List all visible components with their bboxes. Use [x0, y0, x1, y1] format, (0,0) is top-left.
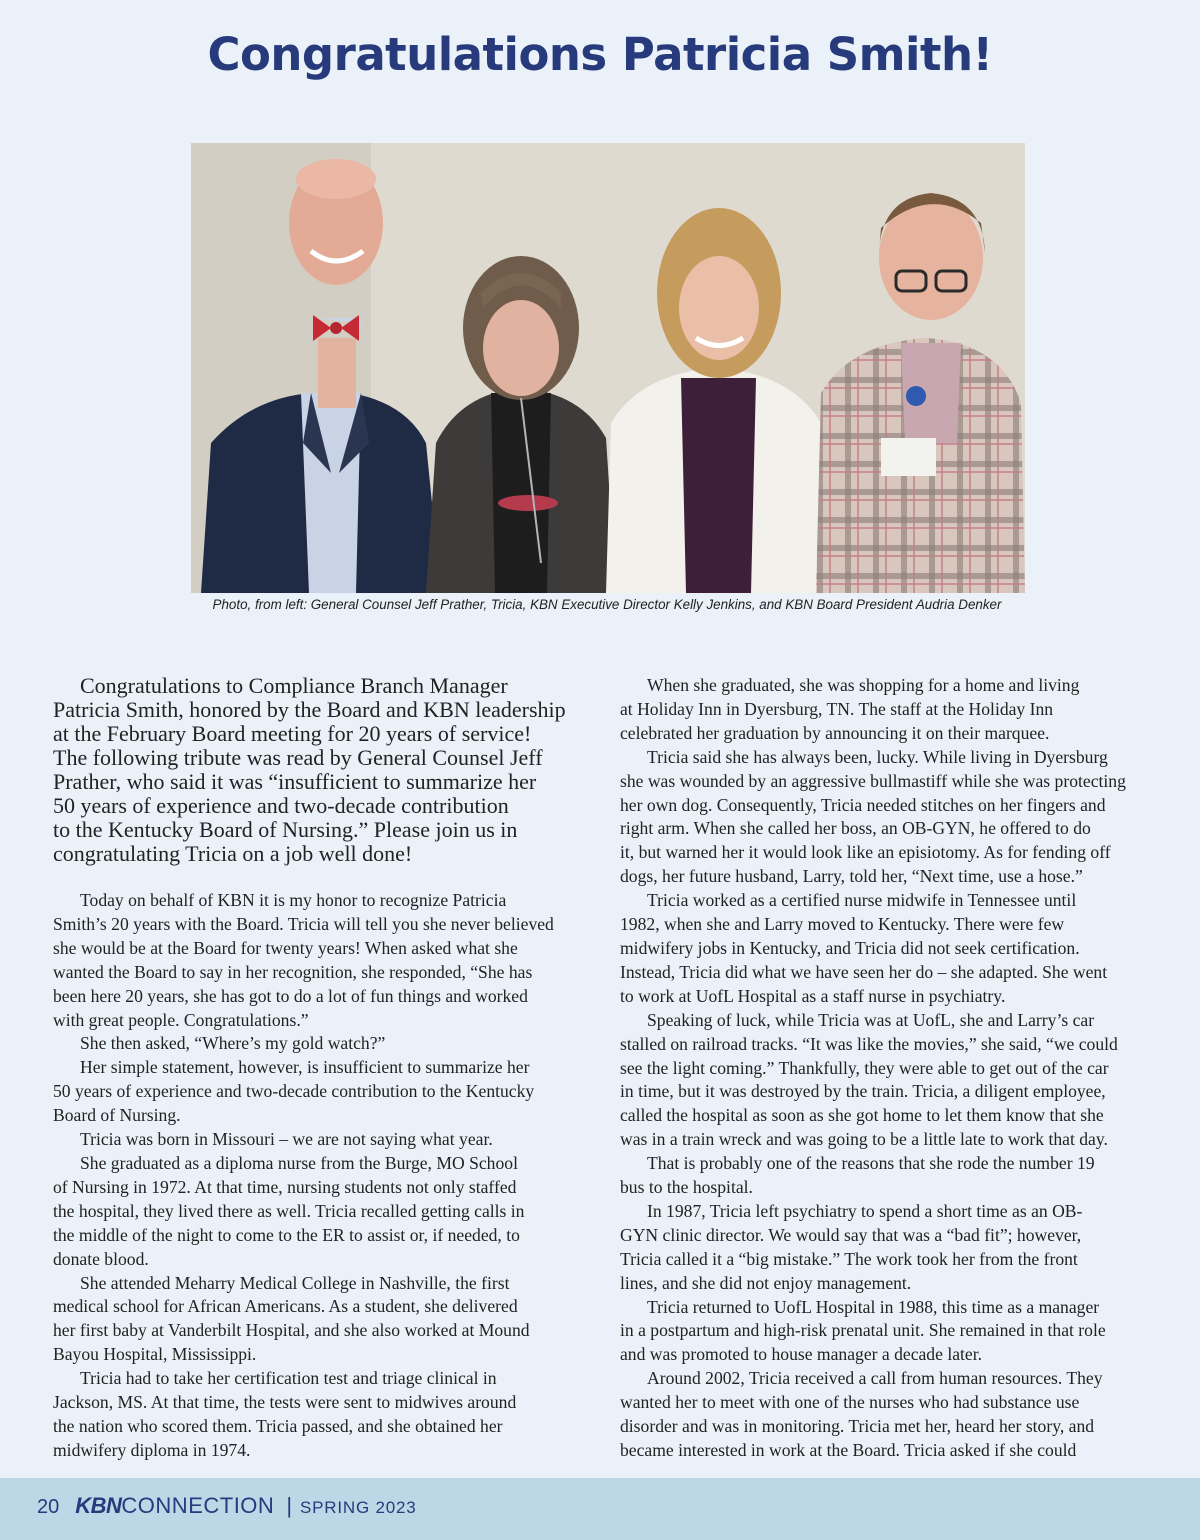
text-line: She graduated as a diploma nurse from the Burge, MO School — [80, 1152, 518, 1173]
text-line: Speaking of luck, while Tricia was at UofL, she and Larry’s car — [647, 1009, 1095, 1030]
text-line: her own dog. Consequently, Tricia needed stitches on her fingers and — [620, 794, 1106, 815]
paragraph — [53, 1032, 601, 1056]
page-title: Congratulations Patricia Smith! — [207, 28, 993, 81]
text-line: the hospital, they lived there as well. Tricia recalled getting calls in — [53, 1200, 525, 1221]
intro-lead — [53, 674, 601, 866]
text-line: wanted her to meet with one of the nurses who had substance use — [620, 1392, 1080, 1413]
lead-line: to the Kentucky Board of Nursing.” Please join us in — [53, 817, 518, 842]
text-line: Tricia said she has always been, lucky. While living in Dyersburg — [647, 746, 1108, 767]
text-line: called the hospital as soon as she got home to let them know that she — [620, 1105, 1104, 1126]
paragraph — [53, 1272, 601, 1368]
page-footer — [0, 1478, 1200, 1540]
lead-line: Congratulations to Compliance Branch Manager — [80, 673, 508, 698]
text-line: Bayou Hospital, Mississippi. — [53, 1344, 257, 1365]
text-line: midwifery diploma in 1974. — [53, 1439, 251, 1460]
text-line: with great people. Congratulations.” — [53, 1009, 309, 1030]
text-line: Jackson, MS. At that time, the tests were sent to midwives around — [53, 1392, 517, 1413]
text-line: stalled on railroad tracks. “It was like the movies,” she said, “we could — [620, 1033, 1118, 1054]
text-line: Smith’s 20 years with the Board. Tricia will tell you she never believed — [53, 913, 554, 934]
text-line: 50 years of experience and two-decade contribution to the Kentucky — [53, 1081, 535, 1102]
text-line: the nation who scored them. Tricia passed, and she obtained her — [53, 1415, 503, 1436]
lead-line: 50 years of experience and two-decade contribution — [53, 793, 509, 818]
text-line: She then asked, “Where’s my gold watch?” — [80, 1033, 386, 1054]
paragraph — [620, 746, 1165, 889]
text-line: and was promoted to house manager a decade later. — [620, 1344, 982, 1365]
paragraph — [620, 1152, 1165, 1200]
page-number: 20 — [37, 1496, 60, 1518]
text-line: Board of Nursing. — [53, 1105, 181, 1126]
group-photo — [191, 143, 1025, 593]
text-line: donate blood. — [53, 1248, 149, 1269]
text-line: dogs, her future husband, Larry, told her, “Next time, use a hose.” — [620, 866, 1083, 887]
paragraph — [53, 1128, 601, 1152]
text-line: bus to the hospital. — [620, 1177, 753, 1198]
text-line: her first baby at Vanderbilt Hospital, and she also worked at Mound — [53, 1320, 530, 1341]
text-line: wanted the Board to say in her recognition, she responded, “She has — [53, 961, 533, 982]
text-line: in time, but it was destroyed by the train. Tricia, a diligent employee, — [620, 1081, 1106, 1102]
brand-kbn: KBN — [75, 1493, 122, 1518]
text-line: Tricia had to take her certification test and triage clinical in — [80, 1368, 497, 1389]
paragraph — [620, 674, 1165, 746]
lead-line: Prather, who said it was “insufficient to summarize her — [53, 769, 537, 794]
text-line: Tricia called it a “big mistake.” The work took her from the front — [620, 1248, 1078, 1269]
text-line: at Holiday Inn in Dyersburg, TN. The staff at the Holiday Inn — [620, 698, 1054, 719]
text-line: it, but warned her it would look like an episiotomy. As for fending off — [620, 842, 1111, 863]
paragraph — [53, 1056, 601, 1128]
right-column — [620, 674, 1165, 1463]
text-line: In 1987, Tricia left psychiatry to spend a short time as an OB- — [647, 1200, 1083, 1221]
text-line: 1982, when she and Larry moved to Kentucky. There were few — [620, 914, 1065, 935]
issue-label: SPRING 2023 — [300, 1498, 417, 1517]
footer-separator: | — [286, 1493, 293, 1518]
text-line: Tricia was born in Missouri – we are not saying what year. — [80, 1129, 493, 1150]
paragraph — [620, 1367, 1165, 1463]
tribute-left-body — [53, 889, 601, 1463]
text-line: That is probably one of the reasons that she rode the number 19 — [647, 1153, 1095, 1174]
lead-line: at the February Board meeting for 20 years of service! — [53, 721, 532, 746]
text-line: right arm. When she called her boss, an OB-GYN, he offered to do — [620, 818, 1091, 839]
text-line: Instead, Tricia did what we have seen her do – she adapted. She went — [620, 961, 1108, 982]
photo-caption: Photo, from left: General Counsel Jeff Prather, Tricia, KBN Executive Director Kelly Jenkins, and KBN Board President Audria Denker — [212, 597, 1002, 612]
text-line: she was wounded by an aggressive bullmastiff while she was protecting — [620, 770, 1126, 791]
text-line: When she graduated, she was shopping for a home and living — [647, 675, 1080, 695]
paragraph — [620, 889, 1165, 1009]
lead-line: congratulating Tricia on a job well done! — [53, 841, 413, 866]
brand-connection: CONNECTION — [121, 1493, 275, 1518]
text-line: Around 2002, Tricia received a call from human resources. They — [647, 1368, 1103, 1389]
text-line: GYN clinic director. We would say that was a “bad fit”; however, — [620, 1224, 1082, 1245]
text-line: see the light coming.” Thankfully, they were able to get out of the car — [620, 1057, 1109, 1078]
text-line: She attended Meharry Medical College in Nashville, the first — [80, 1272, 510, 1293]
text-line: medical school for African Americans. As a student, she delivered — [53, 1296, 518, 1317]
text-line: Today on behalf of KBN it is my honor to recognize Patricia — [80, 890, 507, 910]
text-line: of Nursing in 1972. At that time, nursing students not only staffed — [53, 1176, 517, 1197]
text-line: Tricia returned to UofL Hospital in 1988, this time as a manager — [647, 1296, 1100, 1317]
text-line: celebrated her graduation by announcing it on their marquee. — [620, 722, 1050, 743]
paragraph — [53, 1152, 601, 1272]
paragraph — [620, 1200, 1165, 1296]
text-line: was in a train wreck and was going to be a little late to work that day. — [620, 1129, 1108, 1150]
text-line: lines, and she did not enjoy management. — [620, 1272, 912, 1293]
text-line: to work at UofL Hospital as a staff nurse in psychiatry. — [620, 985, 1006, 1006]
text-line: Her simple statement, however, is insufficient to summarize her — [80, 1057, 530, 1078]
lead-line: Patricia Smith, honored by the Board and KBN leadership — [53, 697, 566, 722]
text-line: in a postpartum and high-risk prenatal unit. She remained in that role — [620, 1320, 1106, 1341]
paragraph — [53, 889, 601, 1032]
text-line: disorder and was in monitoring. Tricia met her, heard her story, and — [620, 1416, 1095, 1437]
left-column — [53, 674, 601, 1463]
text-line: midwifery jobs in Kentucky, and Tricia did not seek certification. — [620, 937, 1080, 958]
text-line: been here 20 years, she has got to do a lot of fun things and worked — [53, 985, 528, 1006]
text-line: she would be at the Board for twenty years! When asked what she — [53, 937, 518, 958]
text-line: the middle of the night to come to the ER to assist or, if needed, to — [53, 1224, 520, 1245]
paragraph — [53, 1367, 601, 1463]
paragraph — [620, 1296, 1165, 1368]
lead-line: The following tribute was read by General Counsel Jeff — [53, 745, 543, 770]
tribute-right-body — [620, 674, 1165, 1463]
paragraph — [620, 1009, 1165, 1152]
text-line: Tricia worked as a certified nurse midwife in Tennessee until — [647, 890, 1077, 911]
text-line: became interested in work at the Board. Tricia asked if she could — [620, 1440, 1077, 1460]
